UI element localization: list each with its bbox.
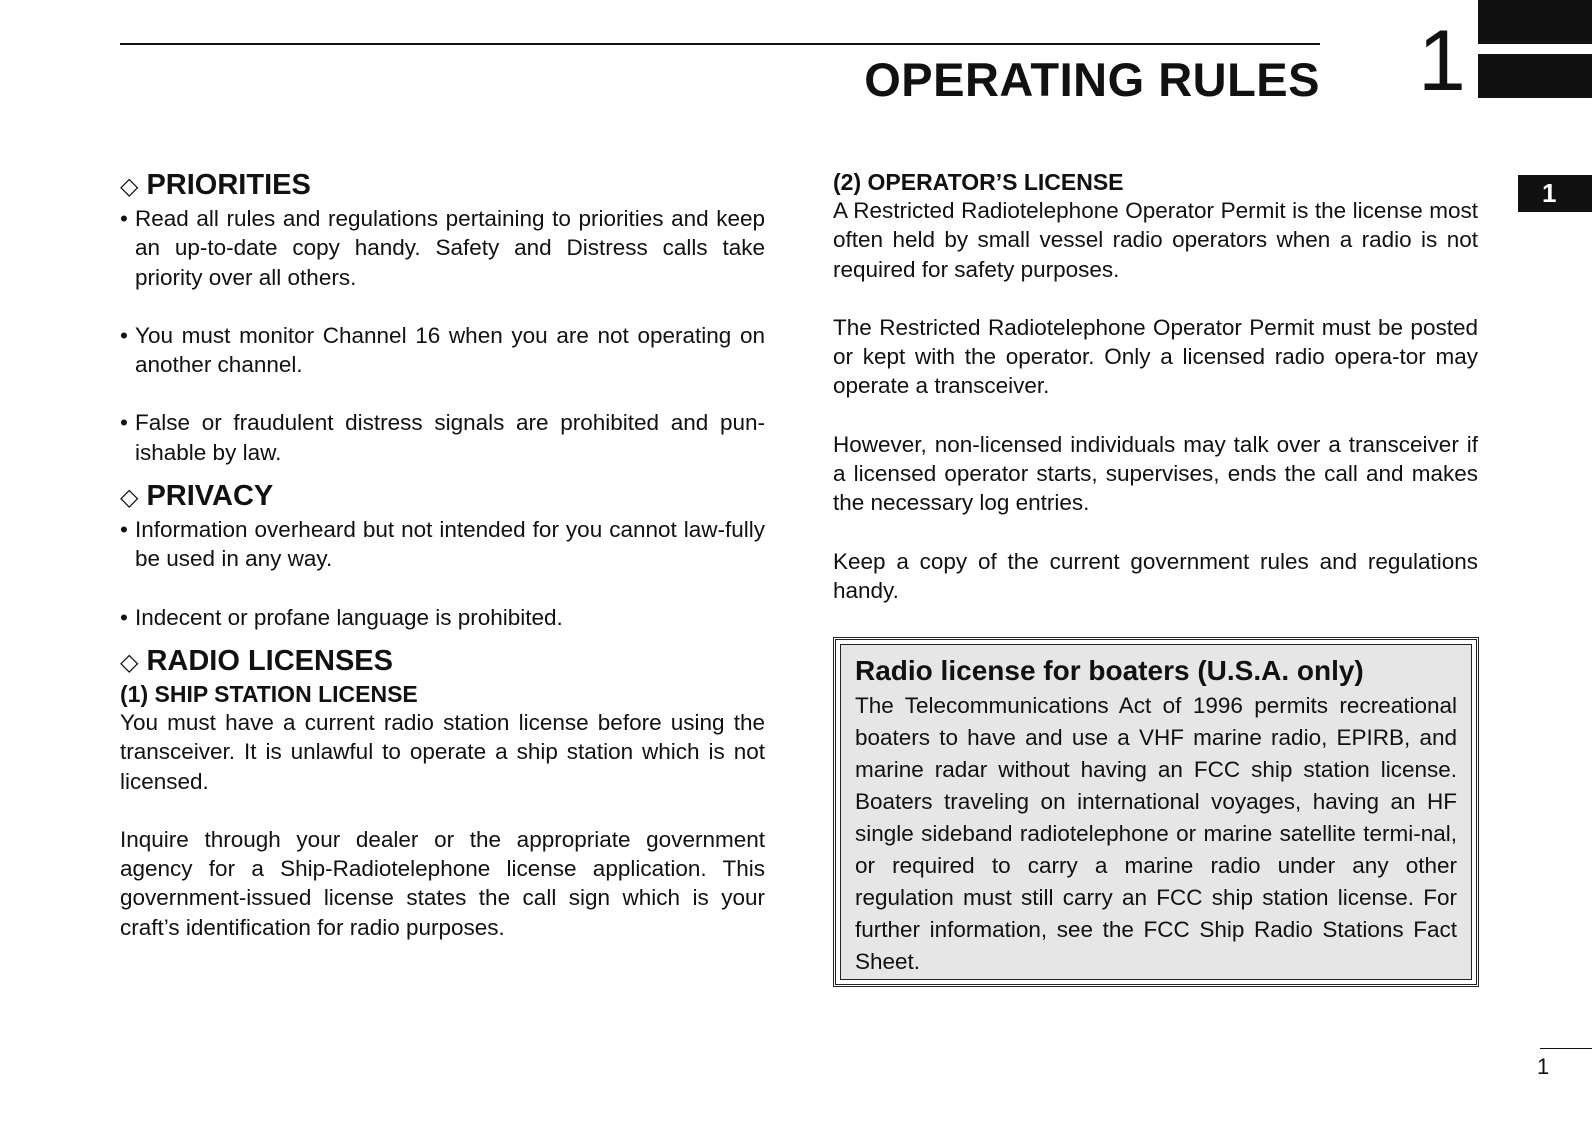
chapter-block-decoration bbox=[1478, 0, 1592, 44]
bullet-item: • False or fraudulent distress signals are prohibited and pun-ishable by law. bbox=[120, 410, 765, 465]
diamond-icon: ◇ bbox=[120, 173, 139, 200]
paragraph: You must have a current radio station license before using the transceiver. It is unlawful to operate a ship station which is not licensed. bbox=[120, 709, 765, 794]
paragraph: A Restricted Radiotelephone Operator Permit is the license most often held by small vessel radio operators when a radio is not required for safety purposes. bbox=[833, 198, 1478, 282]
right-column bbox=[833, 168, 1478, 605]
infobox-title: Radio license for boaters (U.S.A. only) bbox=[855, 655, 1364, 686]
bullet-icon: • bbox=[120, 322, 128, 348]
diamond-icon: ◇ bbox=[120, 648, 139, 676]
paragraph: Inquire through your dealer or the appropriate government agency for a Ship-Radiotelephone license application. This government-issued license states the call sign which is your craft’s identification for radio purposes. bbox=[120, 826, 765, 940]
paragraph: However, non-licensed individuals may talk over a transceiver if a licensed operator starts, supervises, ends the call and makes the necessary log entries. bbox=[833, 431, 1478, 516]
privacy-heading: ◇ PRIVACY bbox=[120, 479, 765, 515]
paragraph: Keep a copy of the current government rules and regulations handy. bbox=[833, 548, 1478, 603]
radio-licenses-heading: ◇ RADIO LICENSES bbox=[120, 644, 765, 680]
chapter-number: 1 bbox=[1418, 13, 1466, 109]
bullet-icon: • bbox=[120, 604, 128, 630]
diamond-icon: ◇ bbox=[120, 484, 139, 512]
page-number: 1 bbox=[1537, 1054, 1550, 1079]
bullet-item: • Indecent or profane language is prohibited. bbox=[120, 603, 765, 632]
infobox-inner bbox=[840, 644, 1472, 980]
ship-station-license-subheading: (1) SHIP STATION LICENSE bbox=[120, 680, 418, 707]
boaters-license-infobox bbox=[833, 637, 1479, 987]
bullet-icon: • bbox=[120, 410, 128, 436]
header-rule bbox=[120, 43, 1320, 45]
chapter-side-tab: 1 bbox=[1518, 175, 1592, 212]
paragraph: The Restricted Radiotelephone Operator Permit must be posted or kept with the operator. Only a licensed radio opera-tor may operate a transceiver. bbox=[833, 314, 1478, 399]
chapter-block-decoration bbox=[1478, 54, 1592, 98]
bullet-item: • You must monitor Channel 16 when you are not operating on another channel. bbox=[120, 322, 765, 378]
bullet-icon: • bbox=[120, 206, 128, 231]
priorities-heading: ◇ PRIORITIES bbox=[120, 168, 765, 204]
footer-rule bbox=[1540, 1048, 1592, 1049]
bullet-icon: • bbox=[120, 517, 128, 543]
operators-license-subheading: (2) OPERATOR’S LICENSE bbox=[833, 169, 1124, 195]
page-title: OPERATING RULES bbox=[864, 53, 1320, 106]
bullet-item: • Information overheard but not intended for you cannot law-fully be used in any way. bbox=[120, 517, 765, 572]
bullet-item: • Read all rules and regulations pertaining to priorities and keep an up-to-date copy handy. Safety and Distress calls take priority over all others. bbox=[120, 206, 765, 290]
left-column bbox=[120, 168, 765, 942]
infobox-body: The Telecommunications Act of 1996 permits recreational boaters to have and use a VHF marine radio, EPIRB, and marine radar without having an FCC ship station license. Boaters traveling on international voyages, having an HF single sideband radiotelephone or marine satellite termi-nal, or required to carry a marine radio under any other regulation must still carry an FCC ship station license. For further information, see the FCC Ship Radio Stations Fact Sheet. bbox=[855, 693, 1457, 974]
